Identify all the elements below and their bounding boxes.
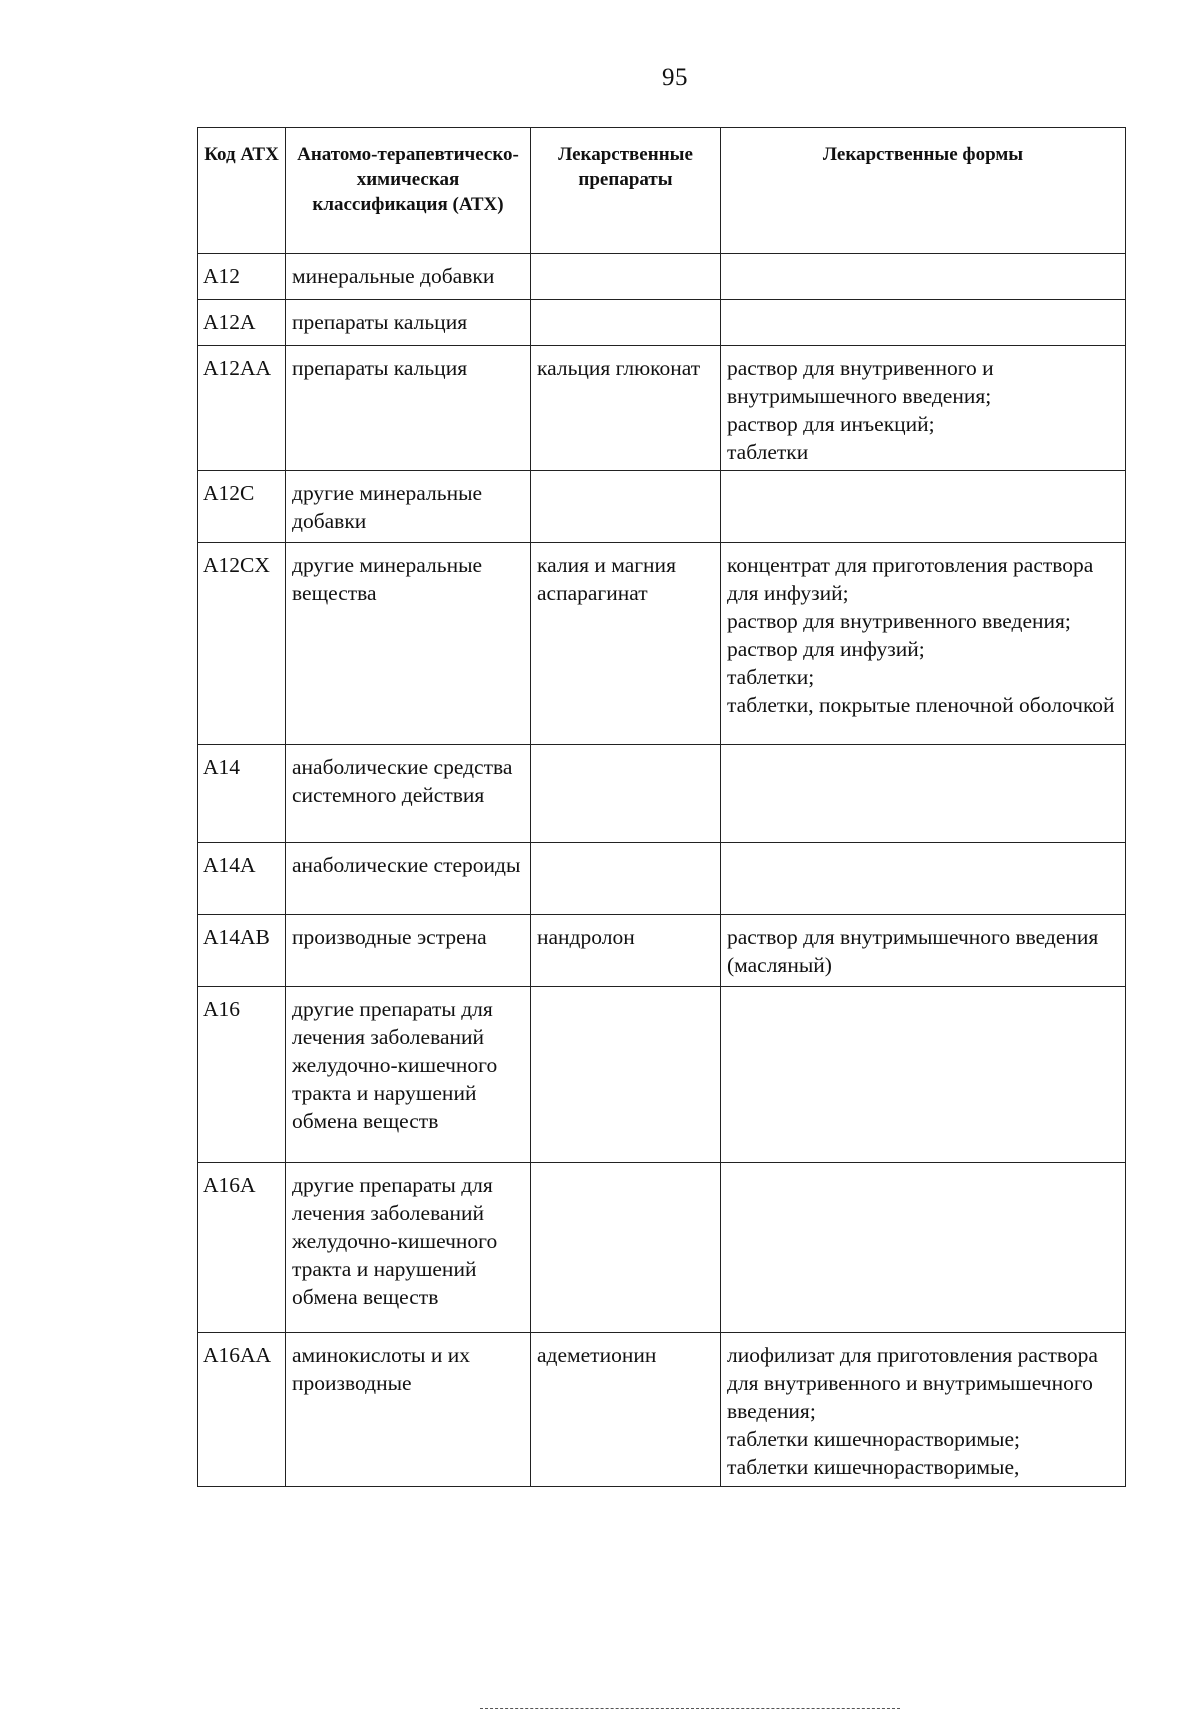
drug-cell xyxy=(531,471,721,543)
atc-code-cell: A12CX xyxy=(198,543,286,745)
classification-cell: другие минеральные вещества xyxy=(286,543,531,745)
table-header-row xyxy=(198,128,1126,254)
atc-table xyxy=(197,127,1126,1487)
dosage-form-item: таблетки, покрытые пленочной оболочкой xyxy=(727,693,1115,717)
drug-cell: кальция глюконат xyxy=(531,346,721,471)
classification-cell: анаболические стероиды xyxy=(286,843,531,915)
dosage-form-item: раствор для инъекций; xyxy=(727,412,935,436)
table-row xyxy=(198,1333,1126,1487)
atc-code-cell: A12AA xyxy=(198,346,286,471)
atc-code-cell: A14A xyxy=(198,843,286,915)
classification-cell: аминокислоты и их производные xyxy=(286,1333,531,1487)
dosage-form-item: таблетки xyxy=(727,440,809,464)
dosage-forms-cell xyxy=(721,745,1126,843)
drug-cell xyxy=(531,745,721,843)
atc-code-cell: A16A xyxy=(198,1163,286,1333)
table-row xyxy=(198,987,1126,1163)
dosage-form-item: таблетки кишечнорастворимые; xyxy=(727,1427,1020,1451)
dosage-form-item: концентрат для приготовления раствора для инфузий; xyxy=(727,553,1094,605)
dosage-forms-cell xyxy=(721,300,1126,346)
classification-cell: препараты кальция xyxy=(286,346,531,471)
table-row xyxy=(198,254,1126,300)
atc-code-cell: A12C xyxy=(198,471,286,543)
header-code: Код АТХ xyxy=(198,128,286,254)
dosage-form-item: раствор для внутривенного введения; раствор для инфузий; xyxy=(727,609,1071,661)
dosage-forms-cell xyxy=(721,1163,1126,1333)
table-row xyxy=(198,1163,1126,1333)
dosage-form-item: таблетки кишечнорастворимые, xyxy=(727,1455,1020,1479)
table-row xyxy=(198,745,1126,843)
dosage-forms-cell xyxy=(721,1333,1126,1487)
atc-code-cell: A14 xyxy=(198,745,286,843)
dosage-forms-cell xyxy=(721,915,1126,987)
table-row xyxy=(198,915,1126,987)
classification-cell: другие минеральные добавки xyxy=(286,471,531,543)
table-row xyxy=(198,300,1126,346)
page-bottom-rule xyxy=(480,1708,900,1711)
dosage-forms-cell xyxy=(721,346,1126,471)
table-row xyxy=(198,543,1126,745)
drug-cell xyxy=(531,300,721,346)
dosage-form-item: таблетки; xyxy=(727,665,815,689)
dosage-form-item: лиофилизат для приготовления раствора для внутривенного и внутримышечного введения; xyxy=(727,1343,1098,1423)
drug-cell xyxy=(531,254,721,300)
atc-code-cell: A16 xyxy=(198,987,286,1163)
table-row xyxy=(198,471,1126,543)
atc-code-cell: A12 xyxy=(198,254,286,300)
dosage-form-item: раствор для внутримышечного введения (масляный) xyxy=(727,925,1099,977)
drug-cell xyxy=(531,987,721,1163)
dosage-forms-cell xyxy=(721,254,1126,300)
dosage-forms-cell xyxy=(721,843,1126,915)
header-forms: Лекарственные формы xyxy=(721,128,1126,254)
classification-cell: производные эстрена xyxy=(286,915,531,987)
drug-cell xyxy=(531,1163,721,1333)
classification-cell: анаболические средства системного действия xyxy=(286,745,531,843)
table-row xyxy=(198,843,1126,915)
atc-code-cell: A12A xyxy=(198,300,286,346)
drug-cell xyxy=(531,843,721,915)
table-row xyxy=(198,346,1126,471)
dosage-form-item: раствор для внутривенного и внутримышечного введения; xyxy=(727,356,994,408)
table-body xyxy=(198,254,1126,1487)
dosage-forms-cell xyxy=(721,471,1126,543)
drug-cell: нандролон xyxy=(531,915,721,987)
atc-code-cell: A14AB xyxy=(198,915,286,987)
dosage-forms-cell xyxy=(721,543,1126,745)
page-number: 95 xyxy=(662,64,688,91)
classification-cell: минеральные добавки xyxy=(286,254,531,300)
header-drugs: Лекарственные препараты xyxy=(531,128,721,254)
classification-cell: препараты кальция xyxy=(286,300,531,346)
drug-cell: калия и магния аспарагинат xyxy=(531,543,721,745)
header-classification: Анатомо-терапевтическо-химическая классификация (АТХ) xyxy=(286,128,531,254)
classification-cell: другие препараты для лечения заболеваний желудочно-кишечного тракта и нарушений обмена веществ xyxy=(286,1163,531,1333)
dosage-forms-cell xyxy=(721,987,1126,1163)
drug-cell: адеметионин xyxy=(531,1333,721,1487)
atc-code-cell: A16AA xyxy=(198,1333,286,1487)
classification-cell: другие препараты для лечения заболеваний желудочно-кишечного тракта и нарушений обмена веществ xyxy=(286,987,531,1163)
